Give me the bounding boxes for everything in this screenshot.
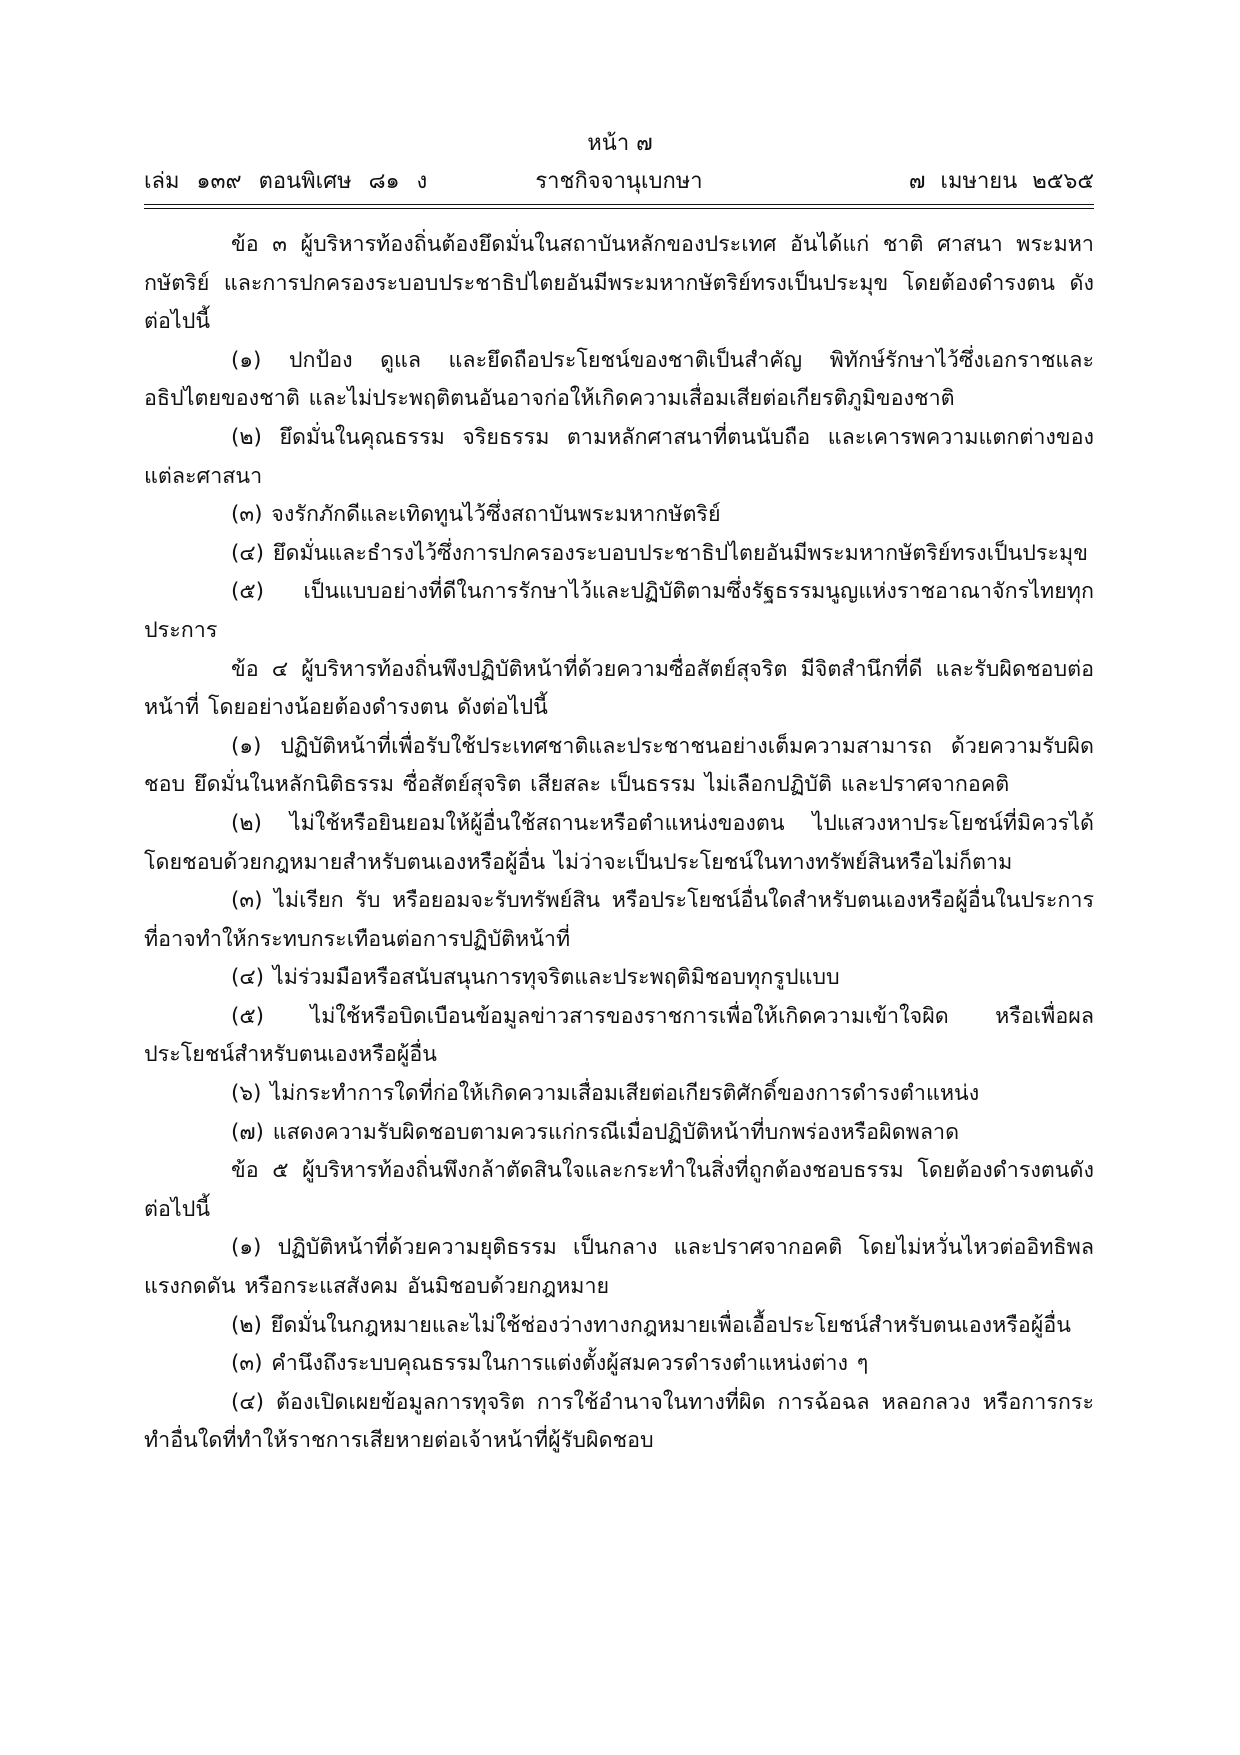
header-rule-bottom [144,208,1094,209]
clause-3: ข้อ ๓ ผู้บริหารท้องถิ่นต้องยึดมั่นในสถาบันหลักของประเทศ อันได้แก่ ชาติ ศาสนา พระมหากษัตริย์ และการปกครองระบอบประชาธิปไตยอันมีพระมหากษัตริย์ทรงเป็นประมุข โดยต้องดำรงตน ดังต่อไปนี้ [144,232,1094,335]
clause-4-item-4: (๔) ไม่ร่วมมือหรือสนับสนุนการทุจริตและประพฤติมิชอบทุกรูปแบบ [231,965,840,991]
document-body [144,226,1094,1461]
clause-5: ข้อ ๕ ผู้บริหารท้องถิ่นพึงกล้าตัดสินใจและกระทำในสิ่งที่ถูกต้องชอบธรรม โดยต้องดำรงตนดังต่อไปนี้ [144,1158,1094,1222]
clause-4-item-2: (๒) ไม่ใช้หรือยินยอมให้ผู้อื่นใช้สถานะหรือตำแหน่งของตน ไปแสวงหาประโยชน์ที่มิควรได้โดยชอบด้วยกฎหมายสำหรับตนเองหรือผู้อื่น ไม่ว่าจะเป็นประโยชน์ในทางทรัพย์สินหรือไม่ก็ตาม [144,810,1094,875]
clause-5-item-1: (๑) ปฏิบัติหน้าที่ด้วยความยุติธรรม เป็นกลาง และปราศจากอคติ โดยไม่หวั่นไหวต่ออิทธิพลแรงกดดัน หรือกระแสสังคม อันมิชอบด้วยกฎหมาย [144,1235,1094,1300]
gazette-header [144,166,1094,198]
header-rule-top [144,204,1094,205]
publication-title: ราชกิจจานุเบกษา [535,169,703,194]
clause-3-item-3: (๓) จงรักภักดีและเทิดทูนไว้ซึ่งสถาบันพระมหากษัตริย์ [231,502,721,528]
clause-4-item-3: (๓) ไม่เรียก รับ หรือยอมจะรับทรัพย์สิน หรือประโยชน์อื่นใดสำหรับตนเองหรือผู้อื่นในประการที่อาจทำให้กระทบกระเทือนต่อการปฏิบัติหน้าที่ [144,888,1094,952]
clause-4-item-7: (๗) แสดงความรับผิดชอบตามควรแก่กรณีเมื่อปฏิบัติหน้าที่บกพร่องหรือผิดพลาด [231,1119,960,1145]
page-number: หน้า ๗ [587,131,653,156]
clause-4: ข้อ ๔ ผู้บริหารท้องถิ่นพึงปฏิบัติหน้าที่ด้วยความซื่อสัตย์สุจริต มีจิตสำนึกที่ดี และรับผิดชอบต่อหน้าที่ โดยอย่างน้อยต้องดำรงตน ดังต่อไปนี้ [144,656,1094,721]
clause-5-item-4: (๔) ต้องเปิดเผยข้อมูลการทุจริต การใช้อำนาจในทางที่ผิด การฉ้อฉล หลอกลวง หรือการกระทำอื่นใดที่ทำให้ราชการเสียหายต่อเจ้าหน้าที่ผู้รับผิดชอบ [144,1389,1094,1454]
clause-3-item-1: (๑) ปกป้อง ดูแล และยึดถือประโยชน์ของชาติเป็นสำคัญ พิทักษ์รักษาไว้ซึ่งเอกราชและอธิปไตยของชาติ และไม่ประพฤติตนอันอาจก่อให้เกิดความเสื่อมเสียต่อเกียรติภูมิของชาติ [144,347,1094,412]
volume-info: เล่ม ๑๓๙ ตอนพิเศษ ๘๑ ง [144,169,428,194]
clause-3-item-2: (๒) ยึดมั่นในคุณธรรม จริยธรรม ตามหลักศาสนาที่ตนนับถือ และเคารพความแตกต่างของแต่ละศาสนา [144,424,1094,489]
clause-5-item-2: (๒) ยึดมั่นในกฎหมายและไม่ใช้ช่องว่างทางกฎหมายเพื่อเอื้อประโยชน์สำหรับตนเองหรือผู้อื่น [231,1312,1071,1338]
publication-date: ๗ เมษายน ๒๕๖๕ [908,169,1094,194]
clause-3-item-4: (๔) ยึดมั่นและธำรงไว้ซึ่งการปกครองระบอบประชาธิปไตยอันมีพระมหากษัตริย์ทรงเป็นประมุข [231,540,1088,566]
clause-4-item-1: (๑) ปฏิบัติหน้าที่เพื่อรับใช้ประเทศชาติและประชาชนอย่างเต็มความสามารถ ด้วยความรับผิดชอบ ยึดมั่นในหลักนิติธรรม ซื่อสัตย์สุจริต เสียสละ เป็นธรรม ไม่เลือกปฏิบัติ และปราศจากอคติ [144,733,1094,798]
clause-4-item-5: (๕) ไม่ใช้หรือบิดเบือนข้อมูลข่าวสารของราชการเพื่อให้เกิดความเข้าใจผิด หรือเพื่อผลประโยชน์สำหรับตนเองหรือผู้อื่น [144,1003,1094,1068]
clause-4-item-6: (๖) ไม่กระทำการใดที่ก่อให้เกิดความเสื่อมเสียต่อเกียรติศักดิ์ของการดำรงตำแหน่ง [231,1081,980,1107]
clause-5-item-3: (๓) คำนึงถึงระบบคุณธรรมในการแต่งตั้งผู้สมควรดำรงตำแหน่งต่าง ๆ [231,1351,869,1377]
clause-3-item-5: (๕) เป็นแบบอย่างที่ดีในการรักษาไว้และปฏิบัติตามซึ่งรัฐธรรมนูญแห่งราชอาณาจักรไทยทุกประการ [144,579,1094,643]
